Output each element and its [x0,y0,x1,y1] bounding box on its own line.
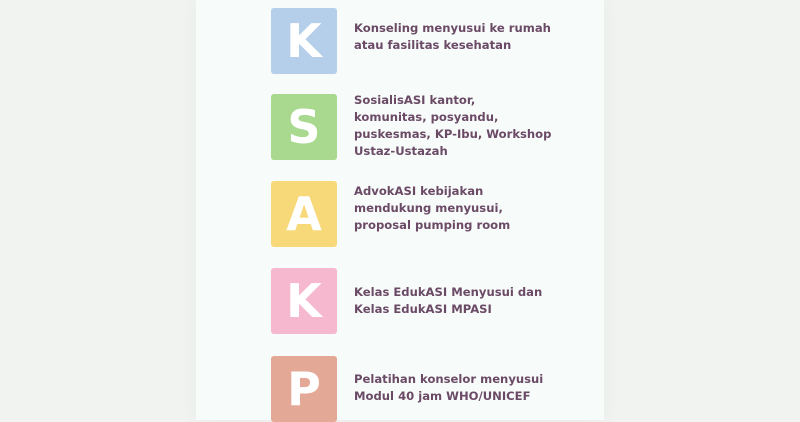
item-kelas-edukasi [196,268,604,334]
description-line: komunitas, posyandu, [354,110,499,124]
description-line: Konseling menyusui ke rumah [354,21,551,35]
tile-letter: K [286,14,322,68]
tile-letter: P [287,362,321,416]
letter-tile-k [271,8,337,74]
description-line: atau fasilitas kesehatan [354,38,512,52]
item-description [354,284,599,318]
ksakp-panel [196,0,604,420]
description-line: AdvokASI kebijakan [354,184,484,198]
tile-letter: A [286,187,322,241]
item-konseling [196,8,604,74]
item-description [354,183,599,234]
description-line: proposal pumping room [354,218,511,232]
tile-letter: S [287,100,321,154]
item-description [354,92,599,160]
letter-tile-s [271,94,337,160]
item-pelatihan [196,356,604,422]
tile-letter: K [286,274,322,328]
letter-tile-p [271,356,337,422]
item-sosialisasi [196,94,604,160]
item-description [354,20,599,54]
description-line: puskesmas, KP-Ibu, Workshop [354,127,552,141]
description-line: Ustaz-Ustazah [354,144,448,158]
description-line: Kelas EdukASI MPASI [354,302,492,316]
description-line: Kelas EdukASI Menyusui dan [354,285,543,299]
description-line: mendukung menyusui, [354,201,503,215]
item-advokasi [196,181,604,247]
description-line: Modul 40 jam WHO/UNICEF [354,389,531,403]
description-line: Pelatihan konselor menyusui [354,372,544,386]
description-line: SosialisASI kantor, [354,93,476,107]
letter-tile-a [271,181,337,247]
item-description [354,371,599,405]
letter-tile-k2 [271,268,337,334]
